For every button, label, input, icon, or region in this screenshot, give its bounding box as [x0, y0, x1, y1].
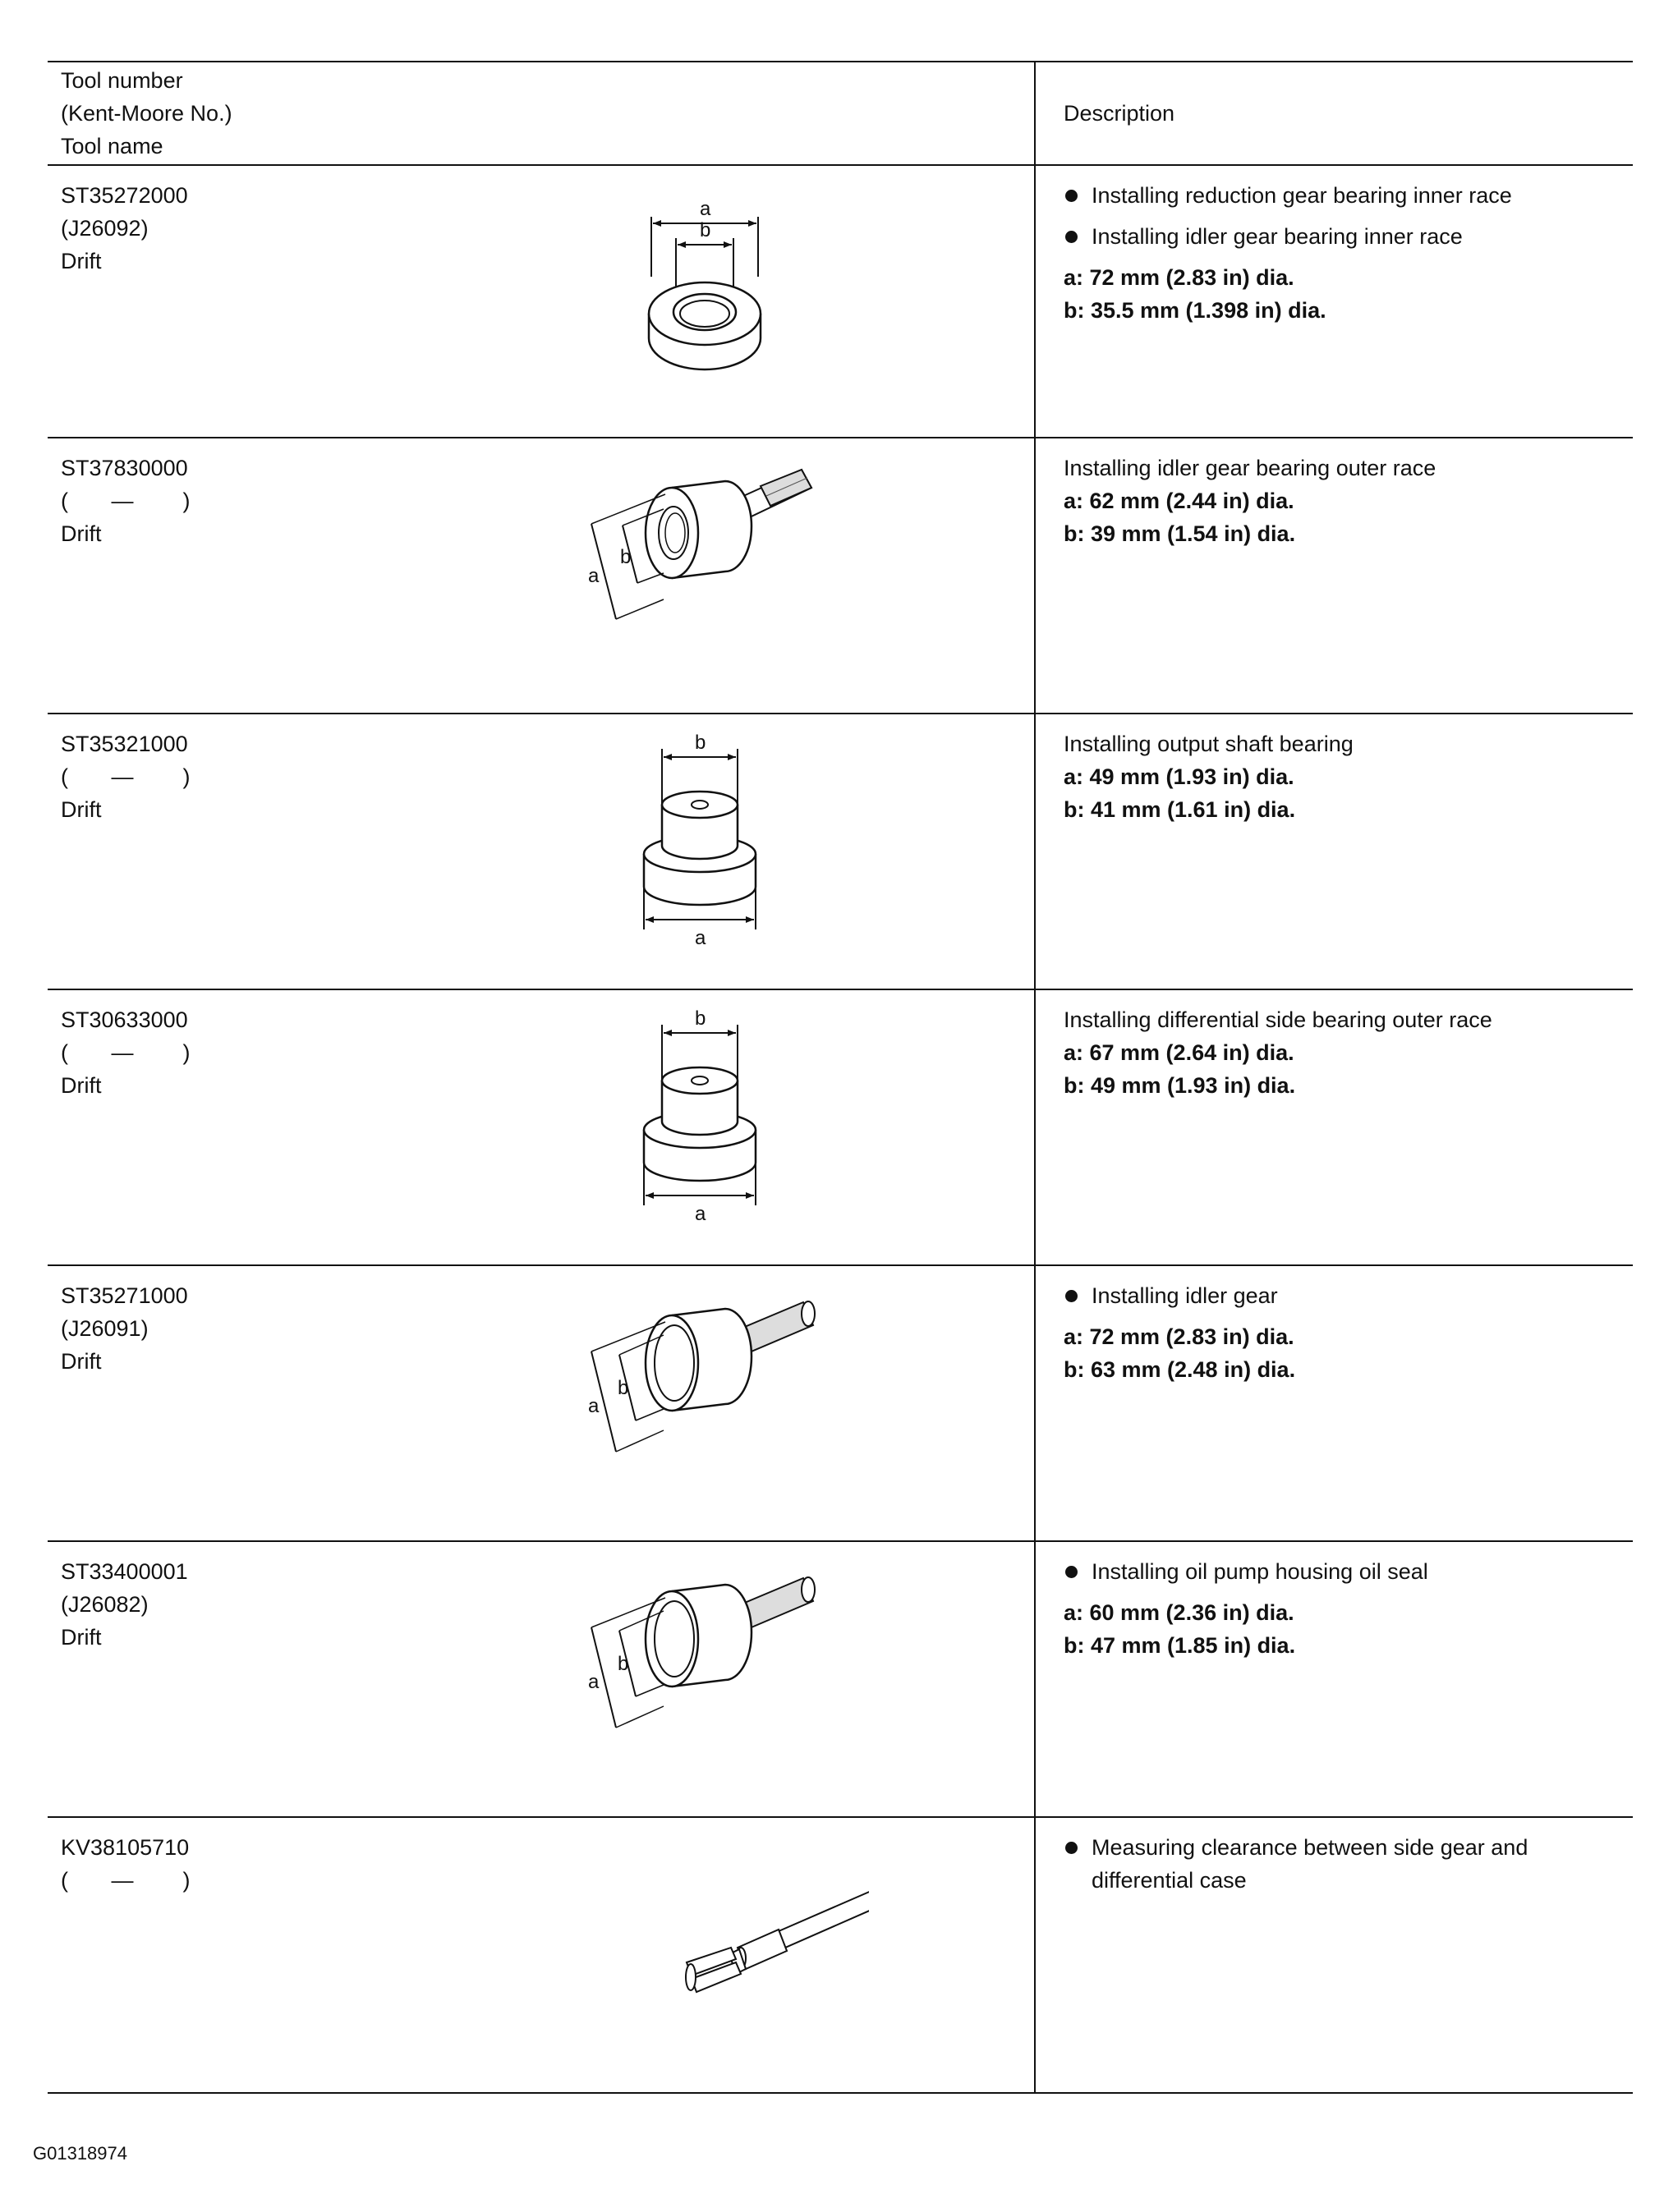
- svg-text:b: b: [695, 1007, 706, 1030]
- header-tool-number: Tool number: [61, 68, 183, 93]
- description-line: Installing idler gear: [1064, 1279, 1616, 1312]
- svg-text:b: b: [618, 1653, 629, 1675]
- svg-text:a: a: [588, 1671, 600, 1693]
- tool-name: Drift: [61, 249, 102, 273]
- description-cell: [1035, 714, 1633, 989]
- tool-cell: [48, 438, 1035, 714]
- header-description: Description: [1064, 101, 1175, 126]
- dimension-b: b: 49 mm (1.93 in) dia.: [1064, 1073, 1296, 1098]
- dimension-b: b: 47 mm (1.85 in) dia.: [1064, 1633, 1296, 1658]
- table-row: [48, 1817, 1633, 2093]
- description-cell: [1035, 1541, 1633, 1817]
- header-tool-name: Tool name: [61, 134, 163, 158]
- dimension-a: a: 60 mm (2.36 in) dia.: [1064, 1600, 1294, 1625]
- tool-name: Drift: [61, 797, 102, 822]
- handled-drift-icon: [540, 1266, 869, 1529]
- table-row: [48, 1541, 1633, 1817]
- svg-text:a: a: [588, 565, 600, 587]
- svg-text:a: a: [588, 1395, 600, 1417]
- description-cell: [1035, 438, 1633, 714]
- table-row: [48, 989, 1633, 1265]
- kent-moore-number: ( — ): [61, 489, 191, 513]
- description-line: Installing idler gear bearing inner race: [1064, 220, 1616, 253]
- dimension-a: a: 72 mm (2.83 in) dia.: [1064, 1324, 1294, 1349]
- dimension-a: a: 62 mm (2.44 in) dia.: [1064, 489, 1294, 513]
- dimension-b: b: 39 mm (1.54 in) dia.: [1064, 521, 1296, 546]
- tool-number: ST30633000: [61, 1007, 188, 1032]
- table-row: [48, 1265, 1633, 1541]
- tool-number: ST37830000: [61, 456, 188, 480]
- dimension-a: a: 72 mm (2.83 in) dia.: [1064, 265, 1294, 290]
- tool-name: Drift: [61, 1073, 102, 1098]
- kent-moore-number: (J26091): [61, 1316, 149, 1341]
- dimension-b: b: 35.5 mm (1.398 in) dia.: [1064, 298, 1326, 323]
- tool-number: ST35321000: [61, 732, 188, 756]
- description-line: Installing oil pump housing oil seal: [1064, 1555, 1616, 1588]
- tool-cell: [48, 989, 1035, 1265]
- description-line: Installing idler gear bearing outer race: [1064, 456, 1436, 480]
- figure-id: G01318974: [33, 2143, 127, 2164]
- description-line: Installing reduction gear bearing inner race: [1064, 179, 1616, 212]
- description-cell: [1035, 1817, 1633, 2093]
- tool-number: KV38105710: [61, 1835, 190, 1860]
- tool-name: Drift: [61, 521, 102, 546]
- description-cell: [1035, 1265, 1633, 1541]
- table-header-row: [48, 62, 1633, 165]
- dimension-b: b: 41 mm (1.61 in) dia.: [1064, 797, 1296, 822]
- tool-column-header: [48, 62, 1035, 165]
- tool-name: Drift: [61, 1349, 102, 1374]
- tool-number: ST35271000: [61, 1283, 188, 1308]
- stepped-drift-icon: [540, 714, 869, 977]
- svg-text:b: b: [700, 219, 711, 241]
- ring-drift-icon: [540, 166, 869, 429]
- description-cell: [1035, 165, 1633, 438]
- stepped-drift-icon: [540, 990, 869, 1253]
- kent-moore-number: ( — ): [61, 764, 191, 789]
- tool-cell: [48, 165, 1035, 438]
- table-row: [48, 165, 1633, 438]
- dimension-b: b: 63 mm (2.48 in) dia.: [1064, 1357, 1296, 1382]
- description-line: Installing output shaft bearing: [1064, 732, 1354, 756]
- description-cell: [1035, 989, 1633, 1265]
- dimension-a: a: 49 mm (1.93 in) dia.: [1064, 764, 1294, 789]
- dimension-a: a: 67 mm (2.64 in) dia.: [1064, 1040, 1294, 1065]
- kent-moore-number: ( — ): [61, 1040, 191, 1065]
- tool-number: ST33400001: [61, 1559, 188, 1584]
- description-line: Measuring clearance between side gear and differential case: [1064, 1831, 1616, 1897]
- description-column-header: [1035, 62, 1633, 165]
- special-tools-table: [48, 61, 1633, 2094]
- tool-cell: [48, 1817, 1035, 2093]
- svg-text:b: b: [618, 1377, 629, 1399]
- header-kent-moore: (Kent-Moore No.): [61, 101, 232, 126]
- svg-text:a: a: [695, 1203, 706, 1225]
- svg-text:a: a: [695, 927, 706, 949]
- tool-cell: [48, 1541, 1035, 1817]
- tool-cell: [48, 1265, 1035, 1541]
- description-line: Installing differential side bearing outer race: [1064, 1007, 1492, 1032]
- kent-moore-number: (J26092): [61, 216, 149, 241]
- svg-text:a: a: [700, 198, 711, 220]
- slotted-rod-icon: [540, 1818, 869, 2081]
- tool-number: ST35272000: [61, 183, 188, 208]
- kent-moore-number: (J26082): [61, 1592, 149, 1617]
- svg-text:b: b: [695, 732, 706, 754]
- kent-moore-number: ( — ): [61, 1868, 191, 1893]
- tool-name: Drift: [61, 1625, 102, 1650]
- handled-drift-icon: [540, 438, 869, 701]
- svg-text:b: b: [620, 546, 632, 568]
- table-row: [48, 714, 1633, 989]
- handled-drift-icon: [540, 1542, 869, 1805]
- tool-cell: [48, 714, 1035, 989]
- table-row: [48, 438, 1633, 714]
